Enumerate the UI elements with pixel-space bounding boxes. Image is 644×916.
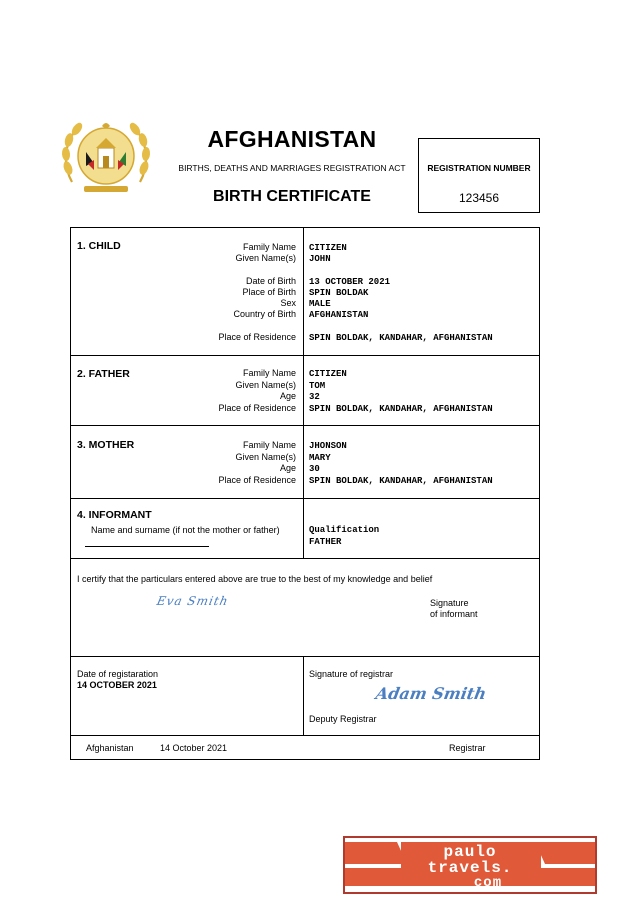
father-residence-label: Place of Residence (218, 403, 296, 413)
registration-box (418, 138, 540, 213)
father-age-label: Age (279, 391, 296, 401)
father-residence: SPIN BOLDAK, KANDAHAR, AFGHANISTAN (309, 404, 493, 414)
certificate-form (70, 227, 540, 760)
certification-statement: I certify that the particulars entered above are true to the best of my knowledge and belief (77, 574, 433, 584)
watermark-line-3: com (473, 875, 503, 891)
mother-given-names: MARY (309, 453, 331, 463)
father-section-title: 2. FATHER (77, 368, 130, 380)
child-cob: AFGHANISTAN (309, 310, 369, 320)
footer-registrar: Registrar (449, 743, 486, 753)
registration-date-label: Date of registaration (77, 669, 159, 679)
child-dob: 13 OCTOBER 2021 (309, 277, 391, 287)
footer-country: Afghanistan (86, 743, 134, 753)
national-emblem-icon (58, 112, 154, 204)
informant-qualification-label: Qualification (309, 525, 380, 535)
father-given-names: TOM (309, 381, 326, 391)
mother-family-name: JHONSON (309, 441, 347, 451)
child-family-name-label: Family Name (242, 242, 296, 252)
registrar-signature: Adam Smith (374, 684, 488, 703)
informant-name-label: Name and surname (if not the mother or father) (91, 525, 280, 535)
child-residence: SPIN BOLDAK, KANDAHAR, AFGHANISTAN (309, 333, 493, 343)
footer-date: 14 October 2021 (160, 743, 228, 753)
watermark-logo (343, 836, 597, 894)
watermark-line-1: paulo (443, 843, 497, 861)
informant-qualification: FATHER (309, 537, 342, 547)
mother-family-name-label: Family Name (242, 440, 296, 450)
child-sex-label: Sex (280, 298, 296, 308)
informant-signature: Eva Smith (155, 594, 230, 608)
father-family-name: CITIZEN (309, 369, 347, 379)
child-family-name: CITIZEN (309, 243, 347, 253)
informant-signature-label-1: Signature (430, 598, 469, 608)
informant-signature-label-2: of informant (430, 609, 478, 619)
watermark-line-2: travels. (427, 859, 513, 877)
registrar-signature-label: Signature of registrar (309, 669, 394, 679)
mother-age-label: Age (279, 463, 296, 473)
registration-number-label: REGISTRATION NUMBER (427, 163, 531, 173)
child-residence-label: Place of Residence (218, 332, 296, 342)
informant-name-line (85, 546, 209, 547)
document-title: BIRTH CERTIFICATE (213, 188, 371, 205)
child-given-names-label: Given Name(s) (235, 253, 296, 263)
act-subtitle: BIRTHS, DEATHS AND MARRIAGES REGISTRATION ACT (178, 163, 406, 173)
informant-section-title: 4. INFORMANT (77, 509, 152, 521)
mother-section-title: 3. MOTHER (77, 439, 135, 451)
child-section-title: 1. CHILD (77, 240, 121, 252)
child-pob-label: Place of Birth (242, 287, 296, 297)
father-given-names-label: Given Name(s) (235, 380, 296, 390)
deputy-registrar-label: Deputy Registrar (309, 714, 377, 724)
child-cob-label: Country of Birth (233, 309, 296, 319)
registration-date: 14 OCTOBER 2021 (77, 680, 157, 690)
country-heading: AFGHANISTAN (207, 126, 377, 152)
child-given-names: JOHN (309, 254, 331, 264)
mother-residence: SPIN BOLDAK, KANDAHAR, AFGHANISTAN (309, 476, 493, 486)
father-age: 32 (309, 392, 320, 402)
registration-number: 123456 (458, 191, 500, 205)
child-sex: MALE (309, 299, 331, 309)
child-pob: SPIN BOLDAK (309, 288, 369, 298)
child-dob-label: Date of Birth (245, 276, 296, 286)
father-family-name-label: Family Name (242, 368, 296, 378)
mother-residence-label: Place of Residence (218, 475, 296, 485)
mother-given-names-label: Given Name(s) (235, 452, 296, 462)
mother-age: 30 (309, 464, 320, 474)
